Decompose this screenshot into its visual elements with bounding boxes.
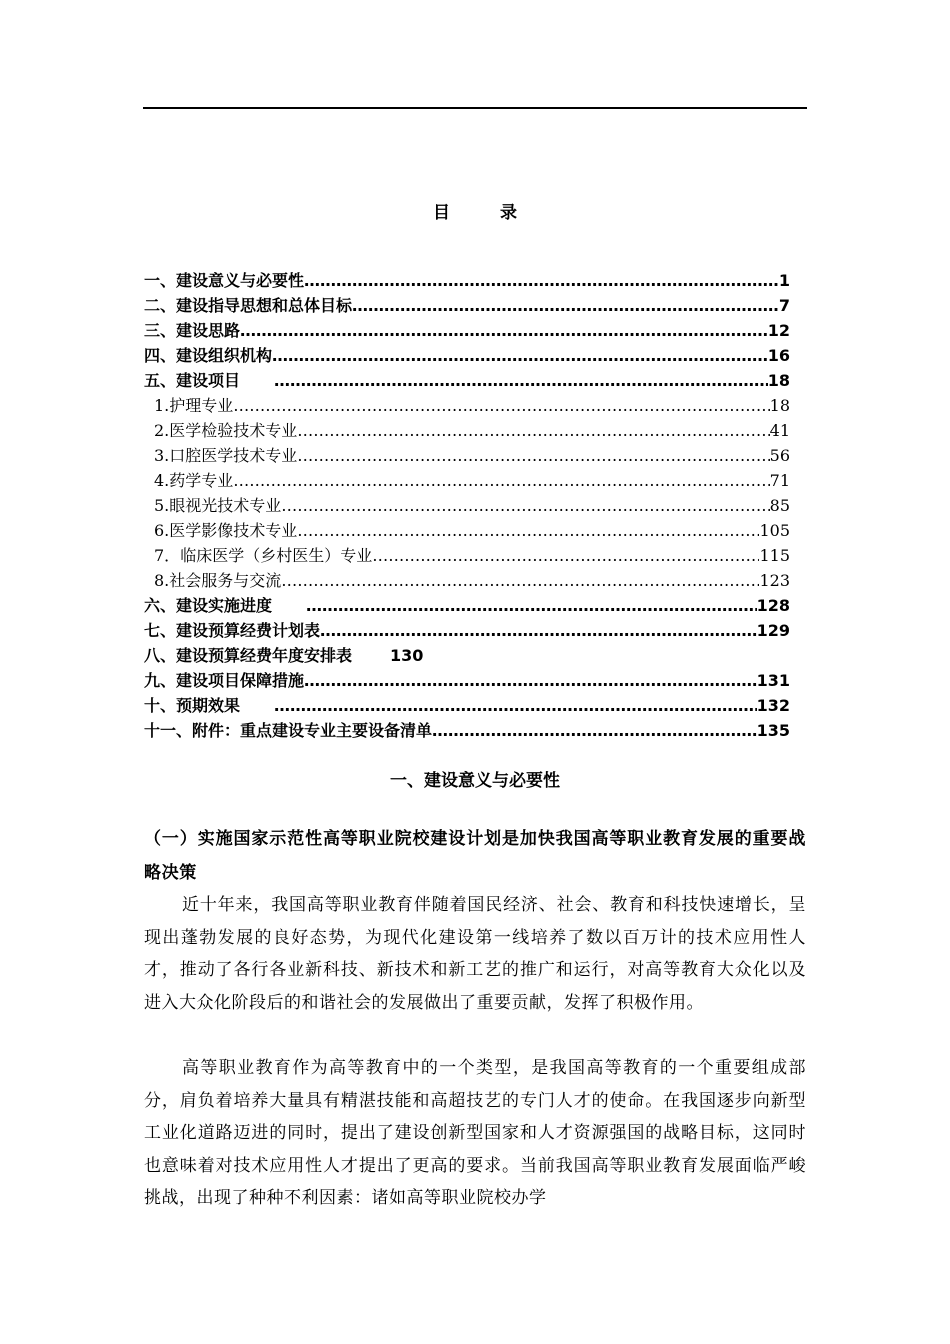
toc-entry-label: 社会服务与交流	[169, 571, 282, 590]
toc-entry-label: 药学专业	[169, 471, 234, 490]
toc-entry[interactable]	[144, 268, 790, 293]
toc-title-char: 录	[500, 203, 517, 223]
toc-entry[interactable]	[144, 718, 790, 743]
toc-entry-label: 八、建设预算经费年度安排表	[144, 646, 353, 665]
toc-entry[interactable]	[144, 618, 790, 643]
toc-entry-label: 五、建设项目	[144, 371, 241, 390]
toc-entry-page: 105	[759, 521, 790, 540]
toc-entry-label: 四、建设组织机构	[144, 346, 273, 365]
header-rule	[143, 107, 807, 109]
toc-leader-dots	[297, 518, 759, 543]
toc-leader-dots	[297, 443, 769, 468]
toc-entry-label: 医学影像技术专业	[169, 521, 298, 540]
toc-entry-number: 6.	[154, 521, 170, 540]
toc-leader-dots	[281, 568, 759, 593]
toc-leader-dots	[320, 618, 757, 643]
toc-leader-dots	[274, 693, 757, 718]
toc-entry[interactable]	[144, 543, 790, 568]
toc-entry[interactable]	[144, 493, 790, 518]
toc-entry[interactable]	[144, 293, 790, 318]
toc-entry[interactable]	[144, 443, 790, 468]
toc-leader-dots	[272, 343, 768, 368]
toc-entry-page: 41	[769, 421, 790, 440]
toc-entry[interactable]	[144, 368, 790, 393]
toc-entry-page: 18	[769, 396, 790, 415]
toc-leader-dots	[233, 468, 769, 493]
toc-entry-number: 3.	[154, 446, 170, 465]
toc-entry-label: 九、建设项目保障措施	[144, 671, 305, 690]
toc-entry-label: 口腔医学技术专业	[169, 446, 298, 465]
toc-leader-dots	[240, 318, 768, 343]
toc-entry[interactable]	[144, 318, 790, 343]
toc-entry-label: 三、建设思路	[144, 321, 241, 340]
toc-entry[interactable]	[144, 693, 790, 718]
toc-entry-page: 132	[756, 696, 790, 715]
toc-entry-page: 12	[767, 321, 790, 340]
toc-entry-number: 1.	[154, 396, 170, 415]
toc-entry-page: 130	[390, 646, 424, 665]
toc-leader-dots	[304, 668, 757, 693]
toc-entry-page: 18	[767, 371, 790, 390]
toc-entry-number: 7．	[154, 546, 181, 565]
table-of-contents	[144, 268, 790, 743]
toc-leader-dots	[304, 268, 779, 293]
toc-entry-page: 1	[778, 271, 790, 290]
toc-leader-dots	[372, 543, 759, 568]
toc-entry-number: 5.	[154, 496, 170, 515]
toc-entry[interactable]	[144, 343, 790, 368]
toc-entry-label: 十、预期效果	[144, 696, 241, 715]
subsection-heading: （一）实施国家示范性高等职业院校建设计划是加快我国高等职业教育发展的重要战略决策	[144, 829, 806, 883]
toc-leader-dots	[306, 593, 757, 618]
toc-entry-page: 131	[756, 671, 790, 690]
toc-leader-dots	[432, 718, 757, 743]
toc-entry[interactable]	[144, 593, 790, 618]
toc-entry-page: 16	[767, 346, 790, 365]
toc-entry[interactable]	[144, 393, 790, 418]
toc-entry-page: 115	[759, 546, 790, 565]
toc-entry-page: 135	[756, 721, 790, 740]
toc-entry-page: 129	[756, 621, 790, 640]
toc-entry[interactable]	[144, 568, 790, 593]
toc-entry[interactable]	[144, 468, 790, 493]
toc-entry-label: 护理专业	[169, 396, 234, 415]
toc-title-char: 目	[433, 203, 450, 223]
toc-entry-label: 一、建设意义与必要性	[144, 271, 305, 290]
section-heading: 一、建设意义与必要性	[390, 771, 560, 791]
toc-entry-page: 7	[778, 296, 790, 315]
toc-entry-label: 十一、附件：重点建设专业主要设备清单	[144, 721, 433, 740]
toc-leader-dots	[274, 368, 768, 393]
toc-entry[interactable]	[144, 418, 790, 443]
toc-entry[interactable]	[144, 643, 790, 668]
toc-entry-page: 85	[769, 496, 790, 515]
toc-entry-number: 2.	[154, 421, 170, 440]
toc-entry-page: 128	[756, 596, 790, 615]
body-paragraph: 近十年来，我国高等职业教育伴随着国民经济、社会、教育和科技快速增长，呈现出蓬勃发展的良好态势，为现代化建设第一线培养了数以百万计的技术应用性人才，推动了各行各业新科技、新技术和新工艺的推广和运行，对高等教育大众化以及进入大众化阶段后的和谐社会的发展做出了重要贡献，发挥了积极作用。	[144, 895, 806, 1013]
toc-entry-page: 123	[759, 571, 790, 590]
toc-leader-dots	[297, 418, 769, 443]
toc-entry-page: 56	[769, 446, 790, 465]
toc-entry-label: 六、建设实施进度	[144, 596, 273, 615]
toc-entry-label: 七、建设预算经费计划表	[144, 621, 321, 640]
toc-entry-label: 眼视光技术专业	[169, 496, 282, 515]
toc-entry[interactable]	[144, 668, 790, 693]
toc-title	[0, 198, 950, 223]
toc-entry-label: 医学检验技术专业	[169, 421, 298, 440]
toc-leader-dots	[233, 393, 769, 418]
toc-leader-dots	[281, 493, 769, 518]
toc-leader-dots	[352, 293, 779, 318]
body-paragraph: 高等职业教育作为高等教育中的一个类型，是我国高等教育的一个重要组成部分，肩负着培养大量具有精湛技能和高超技艺的专门人才的使命。在我国逐步向新型工业化道路迈进的同时，提出了建设创新型国家和人才资源强国的战略目标，这同时也意味着对技术应用性人才提出了更高的要求。当前我国高等职业教育发展面临严峻挑战，出现了种种不利因素：诸如高等职业院校办学	[144, 1058, 806, 1208]
toc-entry-number: 4.	[154, 471, 170, 490]
toc-entry-page: 71	[769, 471, 790, 490]
toc-entry-label: 二、建设指导思想和总体目标	[144, 296, 353, 315]
toc-entry-label: 临床医学（乡村医生）专业	[180, 546, 373, 565]
toc-entry-number: 8.	[154, 571, 170, 590]
toc-entry[interactable]	[144, 518, 790, 543]
